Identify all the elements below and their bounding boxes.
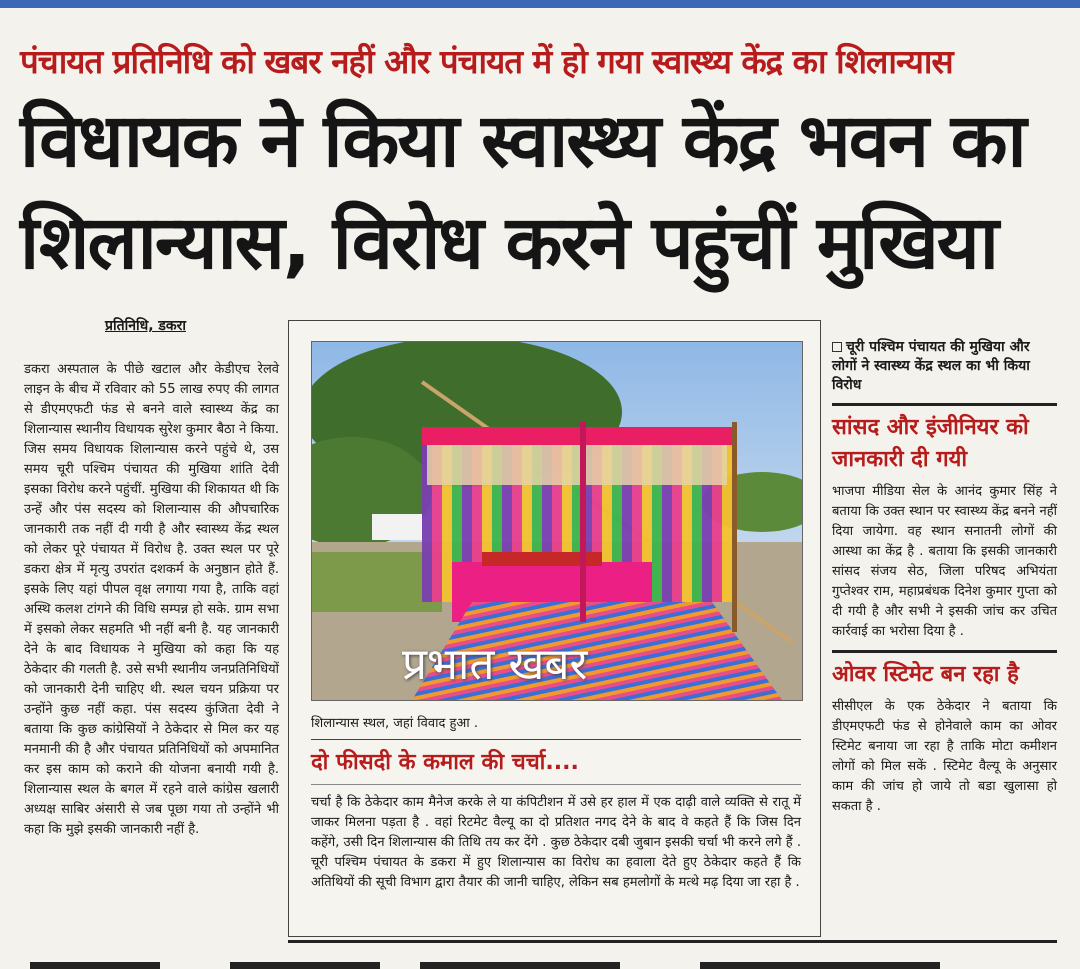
byline: प्रतिनिधि, डकरा	[105, 318, 186, 334]
bullet-box-icon	[832, 342, 842, 352]
main-headline	[20, 90, 1065, 294]
site-photo	[311, 341, 803, 701]
divider	[311, 784, 801, 785]
right-body-2: सीसीएल के एक ठेकेदार ने बताया कि डीएमएफटी फंड से होनेवाले काम का ओवर स्टिमेट बनाया जा रहा है ताकि मोटा कमीशन लोगों को मिल सकें . स्टिमेट वैल्यू के अनुसार काम की जांच हो जाये तो बडा खुलासा हो सकता है .	[832, 699, 1057, 814]
center-subhead: दो फीसदी के कमाल की चर्चा....	[311, 750, 579, 775]
center-box	[288, 320, 821, 937]
right-subhead-1: सांसद और इंजीनियर को जानकारी दी गयी	[832, 415, 1029, 472]
left-column-body: डकरा अस्पताल के पीछे खटाल और केडीएच रेलवे लाइन के बीच में रविवार को 55 लाख रुपए की लागत से डीएमएफटी फंड से बनने वाले स्वास्थ्य केंद्र का शिलान्यास स्थानीय विधायक सुरेश कुमार बैठा ने किया. जिस समय विधायक शिलान्यास करने पहुंचे थे, उस समय चूरी पश्चिम पंचायत की मुखिया शांति देवी इसका विरोध करने पहुंचीं. मुखिया की शिकायत थी कि उन्हें और पंस सदस्य को शिलान्यास की औपचारिक जानकारी तक नहीं दी गयी है और स्वास्थ्य केंद्र स्थल को लेकर पूरे पंचायत में विरोध है. उक्त स्थल पर पूरे डकरा क्षेत्र में मृत्यु उपरांत दशकर्म के अनुष्ठान होते हैं. इसके लिए यहां पीपल वृक्ष लगाया गया है, ताकि वहां अस्थि कलश टांगने की विधि सम्पन्न हो सके. ग्राम सभा में इसको लेकर सहमति भी नहीं बनी है. यह जानकारी देने के बाद विधायक ने मुखिया को कहा कि यह ठेकेदार की गलती है. उसे सभी स्थानीय जनप्रतिनिधियों को जानकारी देनी चाहिए थी. स्थल चयन प्रक्रिया पर उन्होंने कुछ नहीं कहा. पंस सदस्य कुंजिता देवी ने बताया कि कुछ कांग्रेसियों ने ठेकेदार से मिल कर यह मनमानी की है और पंचायत प्रतिनिधियों को अपमानित कर इस काम को कराने की योजना बनायी गयी है. शिलान्यास स्थल के बगल में रहने वाले कांग्रेस खलारी अध्यक्ष साबिर अंसारी से जब पूछा गया तो उन्होंने भी कहा कि मुझे इसकी जानकारी नहीं है.	[24, 362, 279, 837]
headline-line-2: शिलान्यास, विरोध करने पहुंचीं मुखिया	[20, 200, 997, 286]
photo-watermark: प्रभात खबर	[402, 639, 588, 690]
headline-line-1: विधायक ने किया स्वास्थ्य केंद्र भवन का	[20, 98, 1025, 184]
divider	[832, 403, 1057, 406]
center-body: चर्चा है कि ठेकेदार काम मैनेज करके ले या कंपिटीशन में उसे हर हाल में एक दाढ़ी वाले व्यक्ति से रातू में जाकर मिलना पड़ता है . वहां रिटमेट वैल्यू का दो प्रतिशत नगद देने के बाद वे कहते हैं कि जिस दिन कहेंगे, उसी दिन शिलान्यास की तिथि तय कर देंगे . कुछ ठेकेदार दबी जुबान इसकी चर्चा भी करने लगे हैं . चूरी पश्चिम पंचायत के डकरा में हुए शिलान्यास का विरोध का हवाला देते हुए ठेकेदार कहते हैं कि अतिथियों की सूची विभाग द्वारा तैयार की जानी चाहिए, लेकिन सब हमलोगों के मत्थे मढ़ दिया जा रहा है .	[311, 795, 801, 890]
divider	[311, 739, 801, 740]
kicker-headline: पंचायत प्रतिनिधि को खबर नहीं और पंचायत में हो गया स्वास्थ्य केंद्र का शिलान्यास	[20, 42, 953, 81]
next-article-fragment	[0, 955, 1080, 969]
bottom-rule	[288, 940, 1057, 943]
top-color-bar	[0, 0, 1080, 8]
right-body-1: भाजपा मीडिया सेल के आनंद कुमार सिंह ने बताया कि उक्त स्थान पर स्वास्थ्य केंद्र बनने नहीं दिया जायेगा. वह स्थान सनातनी लोगों की आस्था का केंद्र है . बताया कि इसकी जानकारी सांसद संजय सेठ, जिला परिषद अभियंता गुप्तेश्वर राम, महाप्रबंधक दिनेश कुमार गुप्ता को दी गयी है और सभी ने इसकी जांच कर उचित कार्रवाई का भरोसा दिया है .	[832, 484, 1057, 639]
photo-caption: शिलान्यास स्थल, जहां विवाद हुआ .	[311, 716, 478, 731]
bullet-text: चूरी पश्चिम पंचायत की मुखिया और लोगों ने स्वास्थ्य केंद्र स्थल का भी किया विरोध	[832, 339, 1030, 393]
right-subhead-2: ओवर स्टिमेट बन रहा है	[832, 662, 1019, 687]
right-column	[832, 338, 1057, 817]
highlight-bullet	[832, 338, 1057, 395]
divider	[832, 650, 1057, 653]
